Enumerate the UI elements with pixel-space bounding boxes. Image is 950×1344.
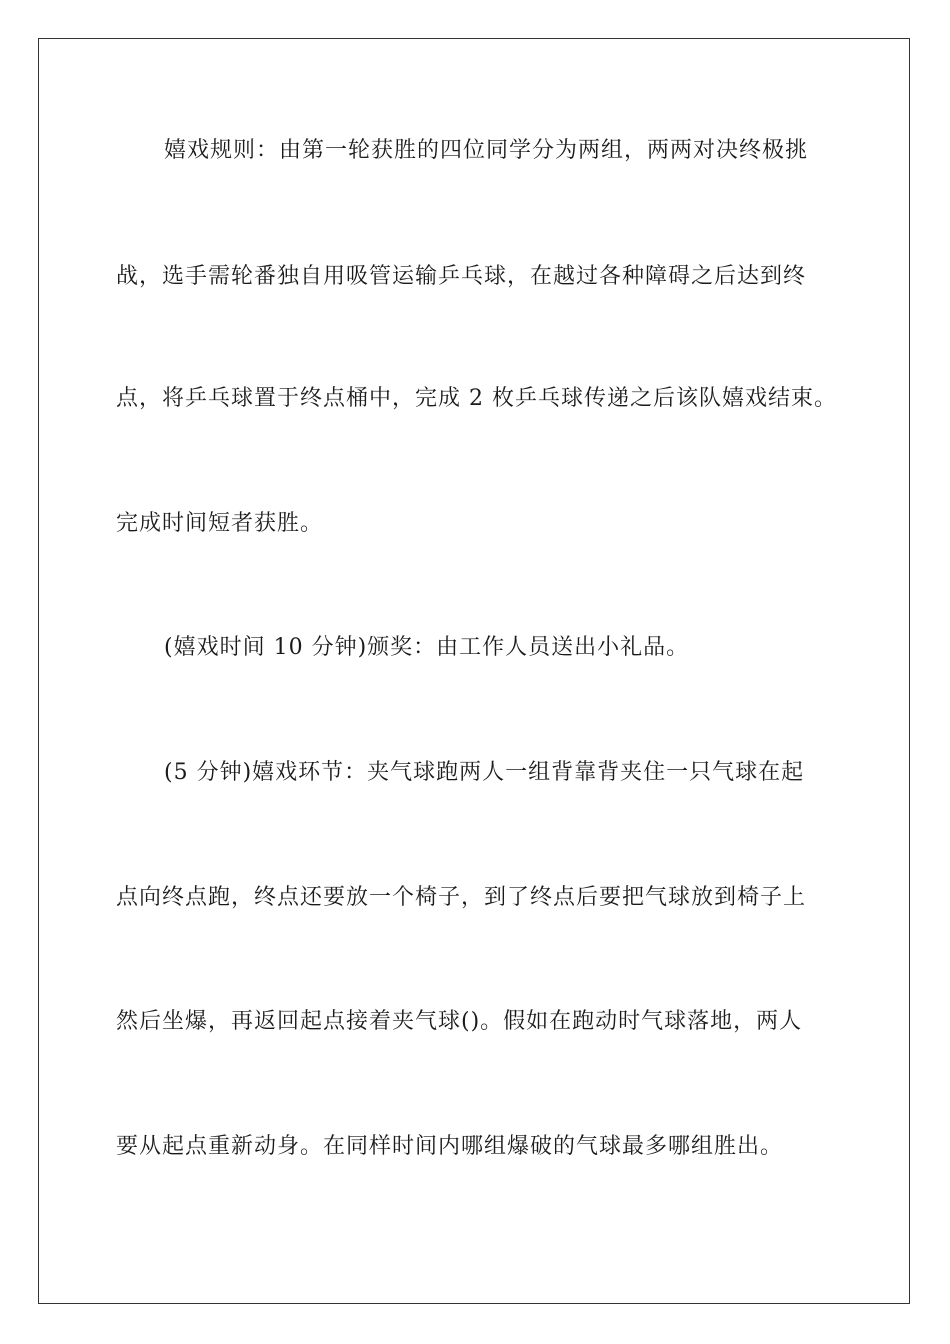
page-border (38, 38, 910, 1304)
paragraph-line: 然后坐爆，再返回起点接着夹气球()。假如在跑动时气球落地，两人 (116, 1009, 803, 1034)
paragraph-line: (5 分钟)嬉戏环节：夹气球跑两人一组背靠背夹住一只气球在起 (164, 760, 805, 785)
paragraph-line: 点，将乒乓球置于终点桶中，完成 2 枚乒乓球传递之后该队嬉戏结束。 (116, 386, 837, 411)
paragraph-line: 点向终点跑，终点还要放一个椅子，到了终点后要把气球放到椅子上 (116, 885, 807, 910)
paragraph-line: 完成时间短者获胜。 (116, 511, 324, 536)
paragraph-line: 战，选手需轮番独自用吸管运输乒乓球，在越过各种障碍之后达到终 (116, 264, 807, 289)
paragraph-line: 嬉戏规则：由第一轮获胜的四位同学分为两组，两两对决终极挑 (164, 138, 809, 163)
paragraph-line: (嬉戏时间 10 分钟)颁奖：由工作人员送出小礼品。 (164, 635, 690, 660)
paragraph-line: 要从起点重新动身。在同样时间内哪组爆破的气球最多哪组胜出。 (116, 1134, 784, 1159)
